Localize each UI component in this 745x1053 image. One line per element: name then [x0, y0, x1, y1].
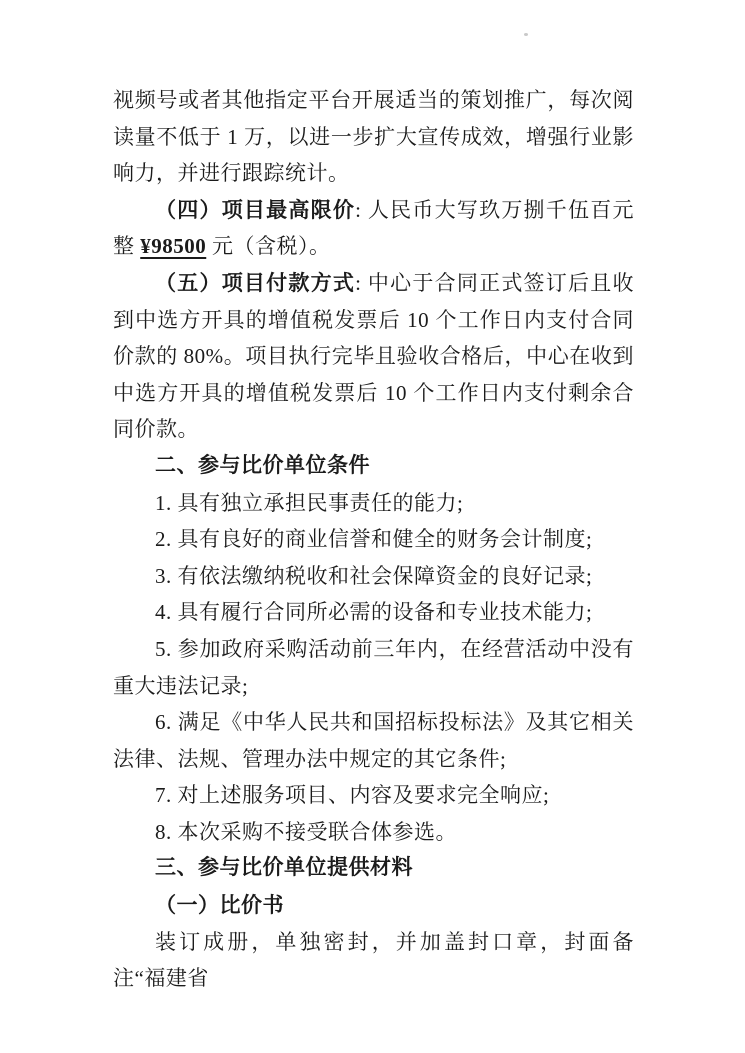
paragraph [113, 777, 634, 814]
section-heading [113, 850, 634, 887]
section-heading [113, 448, 634, 485]
text-run: 4. 具有履行合同所必需的设备和专业技术能力; [155, 600, 593, 625]
paragraph [113, 704, 634, 777]
text-run: : 中心于合同正式签订后且收到中选方开具的增值税发票后 10 个工作日内支付合同价款的 80%。项目执行完毕且验收合格后，中心在收到中选方开具的增值税发票后 10 个工作日内支付剩余合同价款。 [113, 270, 634, 442]
text-run: 装订成册，单独密封，并加盖封口章，封面备注“福建省 [113, 929, 634, 991]
scan-speck-artifact [524, 33, 528, 36]
text-run: 7. 对上述服务项目、内容及要求完全响应; [155, 783, 550, 808]
emphasis-text: （四）项目最高限价 [155, 197, 356, 222]
document-body [113, 82, 634, 997]
paragraph [113, 521, 634, 558]
emphasis-text: 二、参与比价单位条件 [155, 453, 370, 477]
paragraph [113, 594, 634, 631]
text-run: 6. 满足《中华人民共和国招标投标法》及其它相关法律、法规、管理办法中规定的其它条件; [113, 710, 634, 771]
emphasis-text: 三、参与比价单位提供材料 [155, 856, 413, 880]
paragraph [113, 485, 634, 522]
text-run: 3. 有依法缴纳税收和社会保障资金的良好记录; [155, 563, 593, 588]
text-run: 元（含税）。 [206, 234, 331, 259]
emphasis-text: （五）项目付款方式 [155, 270, 356, 295]
paragraph [113, 814, 634, 851]
paragraph [113, 558, 634, 595]
paragraph [113, 192, 634, 265]
paragraph [113, 887, 634, 924]
text-run: 5. 参加政府采购活动前三年内，在经营活动中没有重大违法记录; [113, 636, 634, 698]
text-run: 1. 具有独立承担民事责任的能力; [155, 490, 464, 515]
emphasis-text: （一）比价书 [155, 893, 284, 918]
text-run: 8. 本次采购不接受联合体参选。 [155, 819, 457, 844]
price-value: ¥98500 [140, 234, 207, 259]
paragraph [113, 924, 634, 997]
paragraph [113, 82, 634, 192]
text-run: 视频号或者其他指定平台开展适当的策划推广，每次阅读量不低于 1 万，以进一步扩大宣传成效，增强行业影响力，并进行跟踪统计。 [113, 88, 634, 186]
text-run: 2. 具有良好的商业信誉和健全的财务会计制度; [155, 527, 593, 552]
text-run: : 人民币大写玖万捌千伍百元整 [113, 197, 634, 259]
paragraph [113, 631, 634, 704]
paragraph [113, 265, 634, 448]
